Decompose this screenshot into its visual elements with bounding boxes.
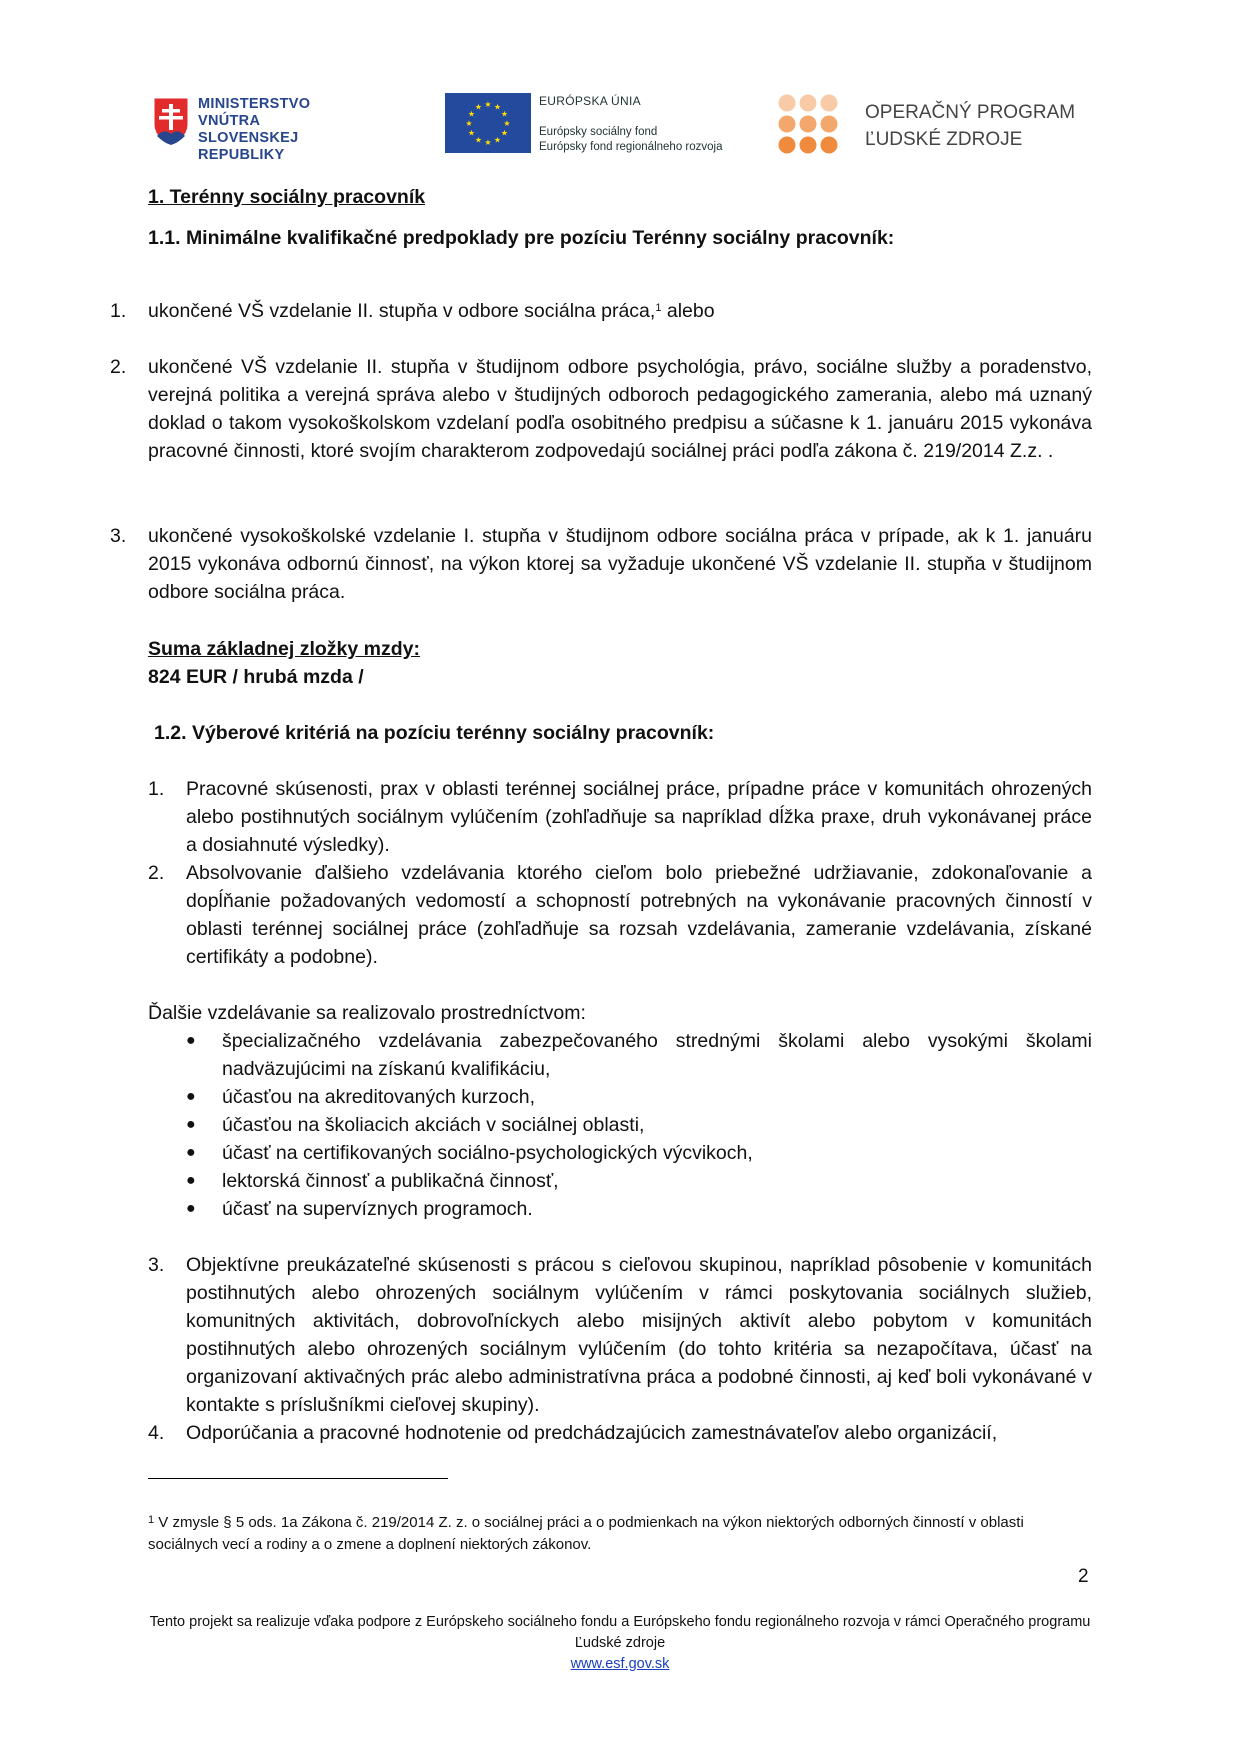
op-name bbox=[865, 99, 1075, 153]
req-item: ukončené vysokoškolské vzdelanie I. stupňa v študijnom odbore sociálna práca v prípade, ak k 1. januáru 2015 vykonáva odbornú činnosť, na výkon ktorej sa vyžaduje ukončené VŠ vzdelanie II. stupňa v študijnom odbore sociálna práca. bbox=[148, 525, 1092, 603]
op-line2: ĽUDSKÉ ZDROJE bbox=[865, 129, 1023, 150]
eu-star-icon: ★ bbox=[484, 138, 492, 147]
subsection-1-2-title: 1.2. Výberové kritériá na pozíciu terénny sociálny pracovník: bbox=[154, 722, 715, 744]
op-dot-icon bbox=[800, 95, 817, 112]
eu-fund-2: Európsky fond regionálneho rozvoja bbox=[539, 141, 723, 153]
criterion-item: Absolvovanie ďalšieho vzdelávania ktorého cieľom bolo priebežné udržiavanie, zdokonaľovanie a dopĺňanie požadovaných vedomostí a schopností potrebných na vykonávanie pracovných činností v oblasti terénnej sociálnej práce (zohľadňuje sa rozsah vzdelávania, zameranie vzdelávania, získané certifikáty a podobne). bbox=[186, 862, 1092, 968]
req-text: ukončené VŠ vzdelanie II. stupňa v odbore sociálna práca, bbox=[148, 300, 656, 322]
op-logo bbox=[777, 93, 1087, 155]
footnote-text: V zmysle § 5 ods. 1a Zákona č. 219/2014 Z. z. o sociálnej práci a o podmienkach na výkon niektorých odborných činností v oblasti sociálnych vecí a rodiny a o zmene a doplnení niektorých zákonov. bbox=[148, 1514, 1024, 1553]
eu-logo bbox=[445, 93, 745, 155]
bullet-item: lektorská činnosť a publikačná činnosť, bbox=[222, 1170, 559, 1192]
ministry-name bbox=[198, 96, 382, 164]
footnote bbox=[148, 1512, 1028, 1556]
eu-star-icon: ★ bbox=[474, 135, 483, 145]
eu-star-icon: ★ bbox=[467, 128, 476, 138]
section-title: 1. Terénny sociálny pracovník bbox=[148, 186, 426, 208]
page-footer bbox=[148, 1612, 1092, 1675]
eu-star-icon: ★ bbox=[474, 102, 483, 112]
footnote-ref: 1 bbox=[655, 302, 662, 314]
eu-star-icon: ★ bbox=[500, 109, 509, 119]
criterion-item: Pracovné skúsenosti, prax v oblasti terénnej sociálnej práce, prípadne práce v komunitách ohrozených alebo postihnutých sociálnym vylúčením (zohľadňuje sa napríklad dĺžka praxe, druh vykonávanej práce a dosiahnuté výsledky). bbox=[186, 778, 1092, 856]
footnote-separator bbox=[148, 1478, 448, 1479]
req-tail: alebo bbox=[661, 300, 715, 322]
bullet-item: účasť na supervíznych programoch. bbox=[222, 1198, 533, 1220]
criterion-number: 2. bbox=[148, 862, 165, 884]
req-number: 2. bbox=[110, 356, 127, 378]
op-dot-icon bbox=[800, 116, 817, 133]
footnote-mark: 1 bbox=[148, 1514, 155, 1526]
criterion-number: 1. bbox=[148, 778, 165, 800]
op-dot-icon bbox=[800, 137, 817, 154]
eu-funds bbox=[539, 125, 722, 155]
ministry-logo bbox=[152, 96, 382, 163]
op-line1: OPERAČNÝ PROGRAM bbox=[865, 102, 1076, 123]
criterion-number: 4. bbox=[148, 1422, 165, 1444]
criterion-item: Objektívne preukázateľné skúsenosti s prácou s cieľovou skupinou, napríklad pôsobenie v komunitách postihnutých alebo ohrozených sociálnym vylúčením v rámci poskytovania sociálnych služieb, komunitných aktivitách, dobrovoľníckych alebo misijných aktivít alebo pobytom v komunitách postihnutých alebo ohrozených sociálnym vylúčením (do tohto kritéria sa nezapočítava, účasť na organizovaní aktivačných prác alebo administratívna práca a podobné činnosti, aj keď boli vykonávané v kontakte s príslušníkmi cieľovej skupiny). bbox=[186, 1254, 1092, 1416]
salary-value: 824 EUR / hrubá mzda / bbox=[148, 666, 364, 688]
ministry-line2: VNÚTRA bbox=[198, 113, 261, 129]
eu-star-icon: ★ bbox=[503, 119, 511, 128]
op-dots-icon bbox=[777, 93, 839, 155]
op-dot-icon bbox=[821, 95, 838, 112]
slovak-crest-icon bbox=[152, 96, 190, 146]
eu-star-icon: ★ bbox=[465, 119, 473, 128]
bullet-item: špecializačného vzdelávania zabezpečovaného strednými školami alebo vysokými školami nadväzujúcimi na získanú kvalifikáciu, bbox=[222, 1030, 1092, 1080]
eu-star-icon: ★ bbox=[467, 109, 476, 119]
eu-flag-icon bbox=[445, 93, 531, 153]
eu-star-icon: ★ bbox=[484, 100, 492, 109]
bullet-dot: ● bbox=[186, 1116, 196, 1133]
bullet-item: účasťou na školiacich akciách v sociálnej oblasti, bbox=[222, 1114, 645, 1136]
bullet-item: účasťou na akreditovaných kurzoch, bbox=[222, 1086, 535, 1108]
ministry-line3: SLOVENSKEJ REPUBLIKY bbox=[198, 130, 299, 163]
req-item: ukončené VŠ vzdelanie II. stupňa v študijnom odbore psychológia, právo, sociálne služby a poradenstvo, verejná politika a verejná správa alebo v študijných odboroch pedagogického zamerania, alebo má uznaný doklad o takom vysokoškolskom vzdelaní podľa osobitného predpisu a súčasne k 1. januáru 2015 vykonáva pracovné činnosti, ktoré svojím charakterom zodpovedajú sociálnej práci podľa zákona č. 219/2014 Z.z. . bbox=[148, 356, 1092, 462]
op-dot-icon bbox=[779, 95, 796, 112]
eu-title: EURÓPSKA ÚNIA bbox=[539, 94, 641, 108]
eu-star-icon: ★ bbox=[500, 128, 509, 138]
op-dot-icon bbox=[821, 137, 838, 154]
footer-link[interactable]: www.esf.gov.sk bbox=[570, 1656, 670, 1672]
salary-label: Suma základnej zložky mzdy: bbox=[148, 638, 421, 660]
bullet-dot: ● bbox=[186, 1144, 196, 1161]
req-number: 1. bbox=[110, 300, 127, 322]
eu-star-icon: ★ bbox=[493, 135, 502, 145]
bullet-item: účasť na certifikovaných sociálno-psychologických výcvikoch, bbox=[222, 1142, 753, 1164]
bullet-dot: ● bbox=[186, 1172, 196, 1189]
req-item bbox=[148, 297, 1092, 325]
bullet-dot: ● bbox=[186, 1032, 196, 1049]
eu-fund-1: Európsky sociálny fond bbox=[539, 126, 658, 138]
subsection-1-1-title: 1.1. Minimálne kvalifikačné predpoklady pre pozíciu Terénny sociálny pracovník: bbox=[148, 227, 895, 249]
criterion-number: 3. bbox=[148, 1254, 165, 1276]
bullet-dot: ● bbox=[186, 1088, 196, 1105]
req-number: 3. bbox=[110, 525, 127, 547]
ministry-line1: MINISTERSTVO bbox=[198, 96, 311, 112]
bullet-dot: ● bbox=[186, 1200, 196, 1217]
op-dot-icon bbox=[779, 116, 796, 133]
further-education-intro: Ďalšie vzdelávanie sa realizovalo prostredníctvom: bbox=[148, 1002, 586, 1024]
op-dot-icon bbox=[821, 116, 838, 133]
page-number: 2 bbox=[1078, 1566, 1089, 1587]
op-dot-icon bbox=[779, 137, 796, 154]
eu-star-icon: ★ bbox=[493, 102, 502, 112]
footer-text: Tento projekt sa realizuje vďaka podpore z Európskeho sociálneho fondu a Európskeho fondu regionálneho rozvoja v rámci Operačného programu Ľudské zdroje bbox=[149, 1614, 1091, 1651]
criterion-item: Odporúčania a pracovné hodnotenie od predchádzajúcich zamestnávateľov alebo organizácií, bbox=[186, 1422, 998, 1444]
